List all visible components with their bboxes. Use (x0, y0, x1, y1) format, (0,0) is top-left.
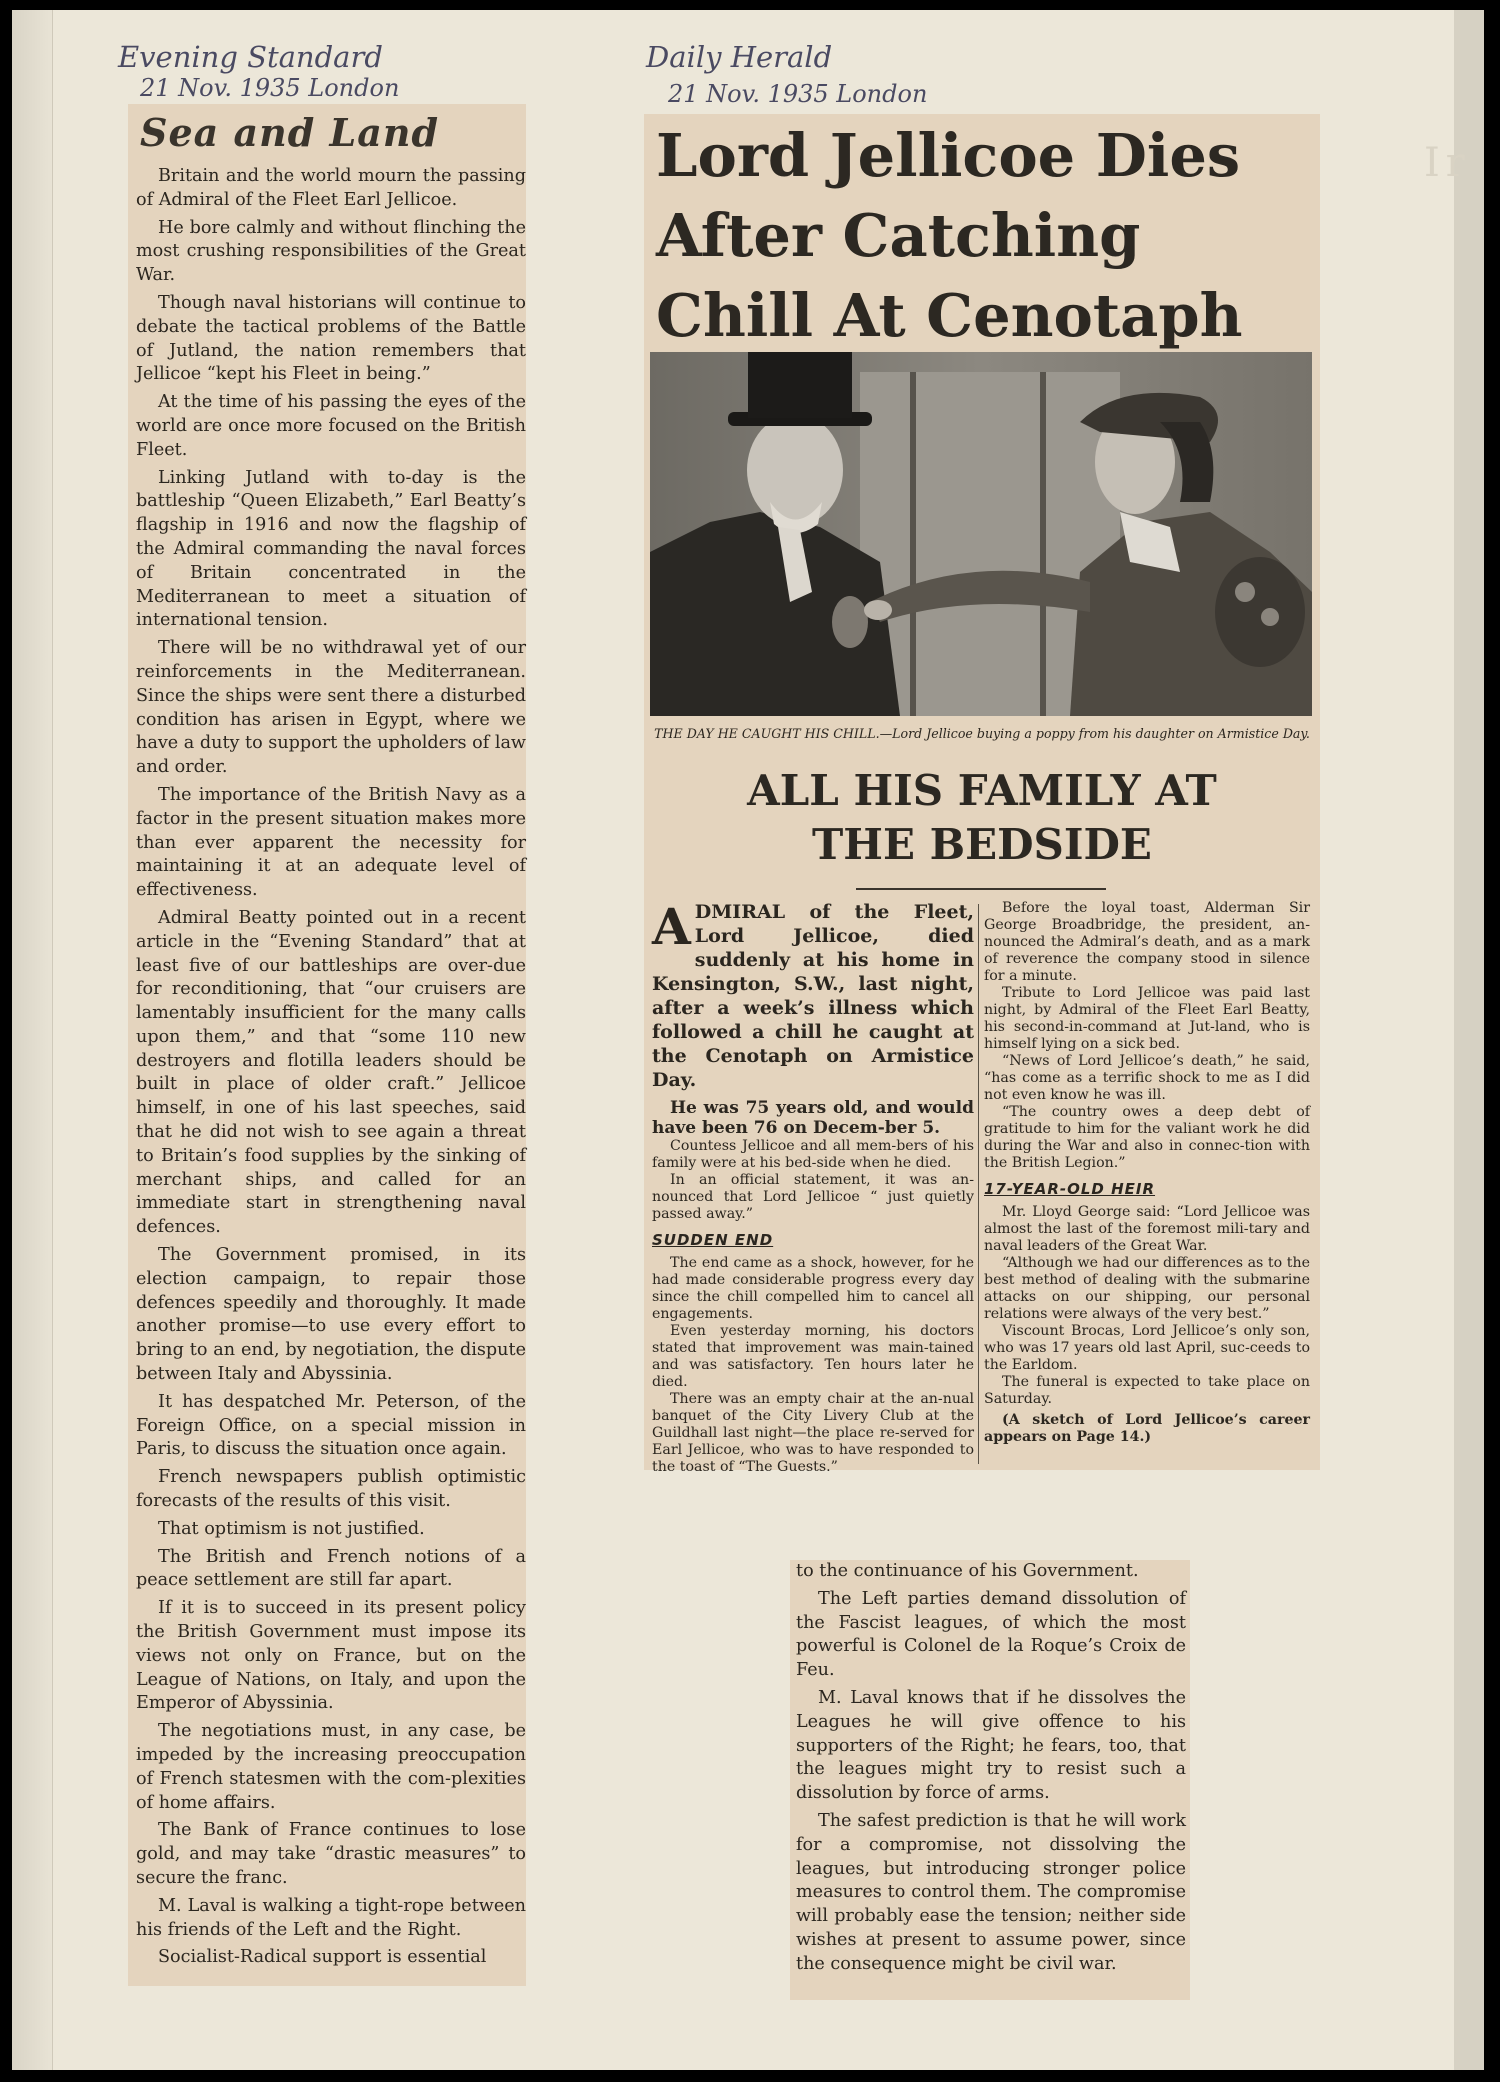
article-paragraph: to the continuance of his Government. (796, 1561, 1139, 1581)
article-paragraph: Britain and the world mourn the passing of Admiral of the Fleet Earl Jellicoe. (136, 166, 526, 210)
divider-rule (856, 888, 1106, 890)
body-paragraph: Before the loyal toast, Alderman Sir George Broadbridge, the president, an-nounced the Admiral’s death, and as a mark of reverence the company stood in silence for a minute. (984, 900, 1310, 984)
article-paragraph: If it is to succeed in its present policy the British Government must impose its views not only on France, but on the League of Nations, on Italy, and upon the Emperor of Abyssinia. (136, 1598, 526, 1714)
body-paragraph: Countess Jellicoe and all mem-bers of his family were at his bed-side when he died. (652, 1138, 974, 1171)
continuation-body (790, 1560, 1190, 1977)
body-paragraph: The funeral is expected to take place on Saturday. (984, 1374, 1310, 1407)
daily-herald-clipping (644, 114, 1320, 1475)
handwritten-date-right: 21 Nov. 1935 London (668, 80, 928, 108)
article-paragraph: The importance of the British Navy as a factor in the present situation makes more than ever apparent the necessity for maintaining it at an adequate level of effectiveness. (136, 784, 526, 901)
body-paragraph: In an official statement, it was an-nounced that Lord Jellicoe “ just quietly passed away.” (652, 1172, 974, 1222)
article-paragraph: Socialist-Radical support is essential (158, 1947, 487, 1968)
headline-line: After Catching (656, 201, 1141, 270)
article-paragraph: Admiral Beatty pointed out in a recent article in the “Evening Standard” that at least five of our battleships are over-due for reconditioning, that “our cruisers are lamentably insufficient for the many calls upon them,” and that “some 110 new destroyers and flotilla leaders should be built in place of older craft.” Jellicoe himself, in one of his last speeches, said that he did not wish to see again a threat to Britain’s food supplies by the sinking of merchant ships, and called for an immediate start in strengthening naval defences. (136, 907, 526, 1238)
body-paragraph: “The country owes a deep debt of gratitude to him for the valiant work he did during the War and also in connec-tion with the British Legion.” (984, 1104, 1310, 1171)
news-photograph (650, 352, 1312, 716)
drop-cap: A (652, 897, 691, 956)
page-right-edge (1454, 10, 1484, 2070)
evening-standard-clipping (128, 104, 526, 1986)
article-paragraph: M. Laval knows that if he dissolves the Leagues he will give offence to his supporters of the Right; he fears, too, that the leagues might try to resist such a dissolution by force of arms. (796, 1687, 1186, 1804)
article-paragraph: At the time of his passing the eyes of the world are once more focused on the British Fleet. (136, 392, 526, 460)
clipping-body (128, 165, 526, 1970)
lead-paragraph: ADMIRAL of the Fleet, Lord Jellicoe, died suddenly at his home in Kensington, S.W., last night, after a week’s illness which followed a chill he caught at the Cenotaph on Armistice Day. (652, 897, 974, 1091)
body-paragraph: The end came as a shock, however, for he had made considerable progress every day since the chill compelled him to cancel all engagements. (652, 1255, 974, 1322)
handwritten-date-left: 21 Nov. 1935 London (140, 74, 400, 102)
article-paragraph: Linking Jutland with to-day is the battleship “Queen Elizabeth,” Earl Beatty’s flagship in 1916 and now the flagship of the Admiral commanding the naval forces of Britain concentrated in the Mediterranean to meet a situation of international tension. (136, 467, 526, 631)
body-paragraph: Mr. Lloyd George said: “Lord Jellicoe was almost the last of the foremost mili-tary and naval leaders of the Great War. (984, 1204, 1310, 1254)
article-paragraph: That optimism is not justified. (158, 1518, 425, 1539)
article-paragraph: There will be no withdrawal yet of our reinforcements in the Mediterranean. Since the ships were sent there a disturbed condition has arisen in Egypt, where we have a duty to support the upholders of law and order. (136, 638, 526, 778)
handwritten-source-right: Daily Herald (646, 40, 833, 74)
article-paragraph: Though naval historians will continue to debate the tactical problems of the Battle of Jutland, the nation remembers that Jellicoe “kept his Fleet in being.” (136, 292, 526, 385)
body-paragraph: Even yesterday morning, his doctors stated that improvement was main-tained and was satisfactory. Ten hours later he died. (652, 1323, 974, 1390)
subheadline (644, 764, 1320, 872)
body-paragraph: “Although we had our differences as to the best method of dealing with the submarine attacks on our shipping, our personal relations were always of the very best.” (984, 1255, 1310, 1322)
subheadline-line: THE BEDSIDE (812, 820, 1152, 869)
subheadline-line: ALL HIS FAMILY AT (747, 766, 1217, 815)
article-paragraph: M. Laval is walking a tight-rope between his friends of the Left and the Right. (136, 1895, 526, 1940)
article-paragraph: The safest prediction is that he will work for a compromise, not dissolving the leagues, but introducing stronger police measures to control them. The compromise will probably ease the tension; neither side wishes at present to assume power, since the consequence might be civil war. (796, 1810, 1186, 1974)
article-paragraph: He bore calmly and without flinching the most crushing responsibilities of the Great War. (136, 217, 526, 286)
section-heading-heir: 17-YEAR-OLD HEIR (984, 1180, 1156, 1198)
body-paragraph: Tribute to Lord Jellicoe was paid last night, by Admiral of the Fleet Earl Beatty, his second-in-command at Jut-land, who is himself lying on a sick bed. (984, 985, 1310, 1052)
section-heading-sudden-end: SUDDEN END (652, 1231, 774, 1249)
continuation-clipping (790, 1560, 1190, 2000)
article-paragraph: It has despatched Mr. Peterson, of the Foreign Office, on a special mission in Paris, to discuss the situation once again. (136, 1391, 526, 1460)
article-paragraph: The Government promised, in its election campaign, to repair those defences speedily and thoroughly. It made another promise—to use every effort to bring to an end, by negotiation, the dispute between Italy and Abyssinia. (136, 1245, 526, 1385)
article-paragraph: The Left parties demand dissolution of the Fascist leagues, of which the most powerful is Colonel de la Roque’s Croix de Feu. (796, 1588, 1186, 1681)
body-paragraph: Viscount Brocas, Lord Jellicoe’s only son, who was 17 years old last April, suc-ceeds to the Earldom. (984, 1323, 1310, 1373)
column-divider (978, 904, 979, 1464)
age-paragraph: He was 75 years old, and would have been 76 on Decem-ber 5. (652, 1098, 974, 1138)
article-paragraph: The negotiations must, in any case, be impeded by the increasing preoccupation of French statesmen with the com-plexities of home affairs. (136, 1721, 526, 1813)
article-paragraph: French newspapers publish optimistic forecasts of the results of this visit. (136, 1467, 526, 1512)
article-right-column (984, 900, 1310, 1446)
clipping-title: Sea and Land (140, 110, 440, 155)
footnote: (A sketch of Lord Jellicoe’s career appears on Page 14.) (984, 1412, 1310, 1445)
headline-line: Lord Jellicoe Dies (656, 121, 1241, 190)
article-paragraph: The British and French notions of a peace settlement are still far apart. (136, 1546, 526, 1591)
body-paragraph: There was an empty chair at the an-nual banquet of the City Livery Club at the Guildhall last night—the place re-served for Earl Jellicoe, who was to have responded to the toast of “The Guests.” (652, 1391, 974, 1475)
page-binding-edge (12, 10, 53, 2070)
headline-line: Chill At Cenotaph (656, 281, 1243, 350)
article-paragraph: The Bank of France continues to lose gold, and may take “drastic measures” to secure the franc. (136, 1820, 526, 1888)
article-left-column (652, 897, 974, 1476)
bleed-through-text: Ir (1424, 140, 1471, 186)
photo-illustration (650, 352, 1312, 716)
handwritten-source-left: Evening Standard (118, 40, 383, 74)
body-paragraph: “News of Lord Jellicoe’s death,” he said, “has come as a terrific shock to me as I did not even know he was ill. (984, 1053, 1310, 1103)
photo-caption: THE DAY HE CAUGHT HIS CHILL.—Lord Jellicoe buying a poppy from his daughter on Armistice Day. (654, 726, 1310, 741)
headline (656, 116, 1320, 356)
